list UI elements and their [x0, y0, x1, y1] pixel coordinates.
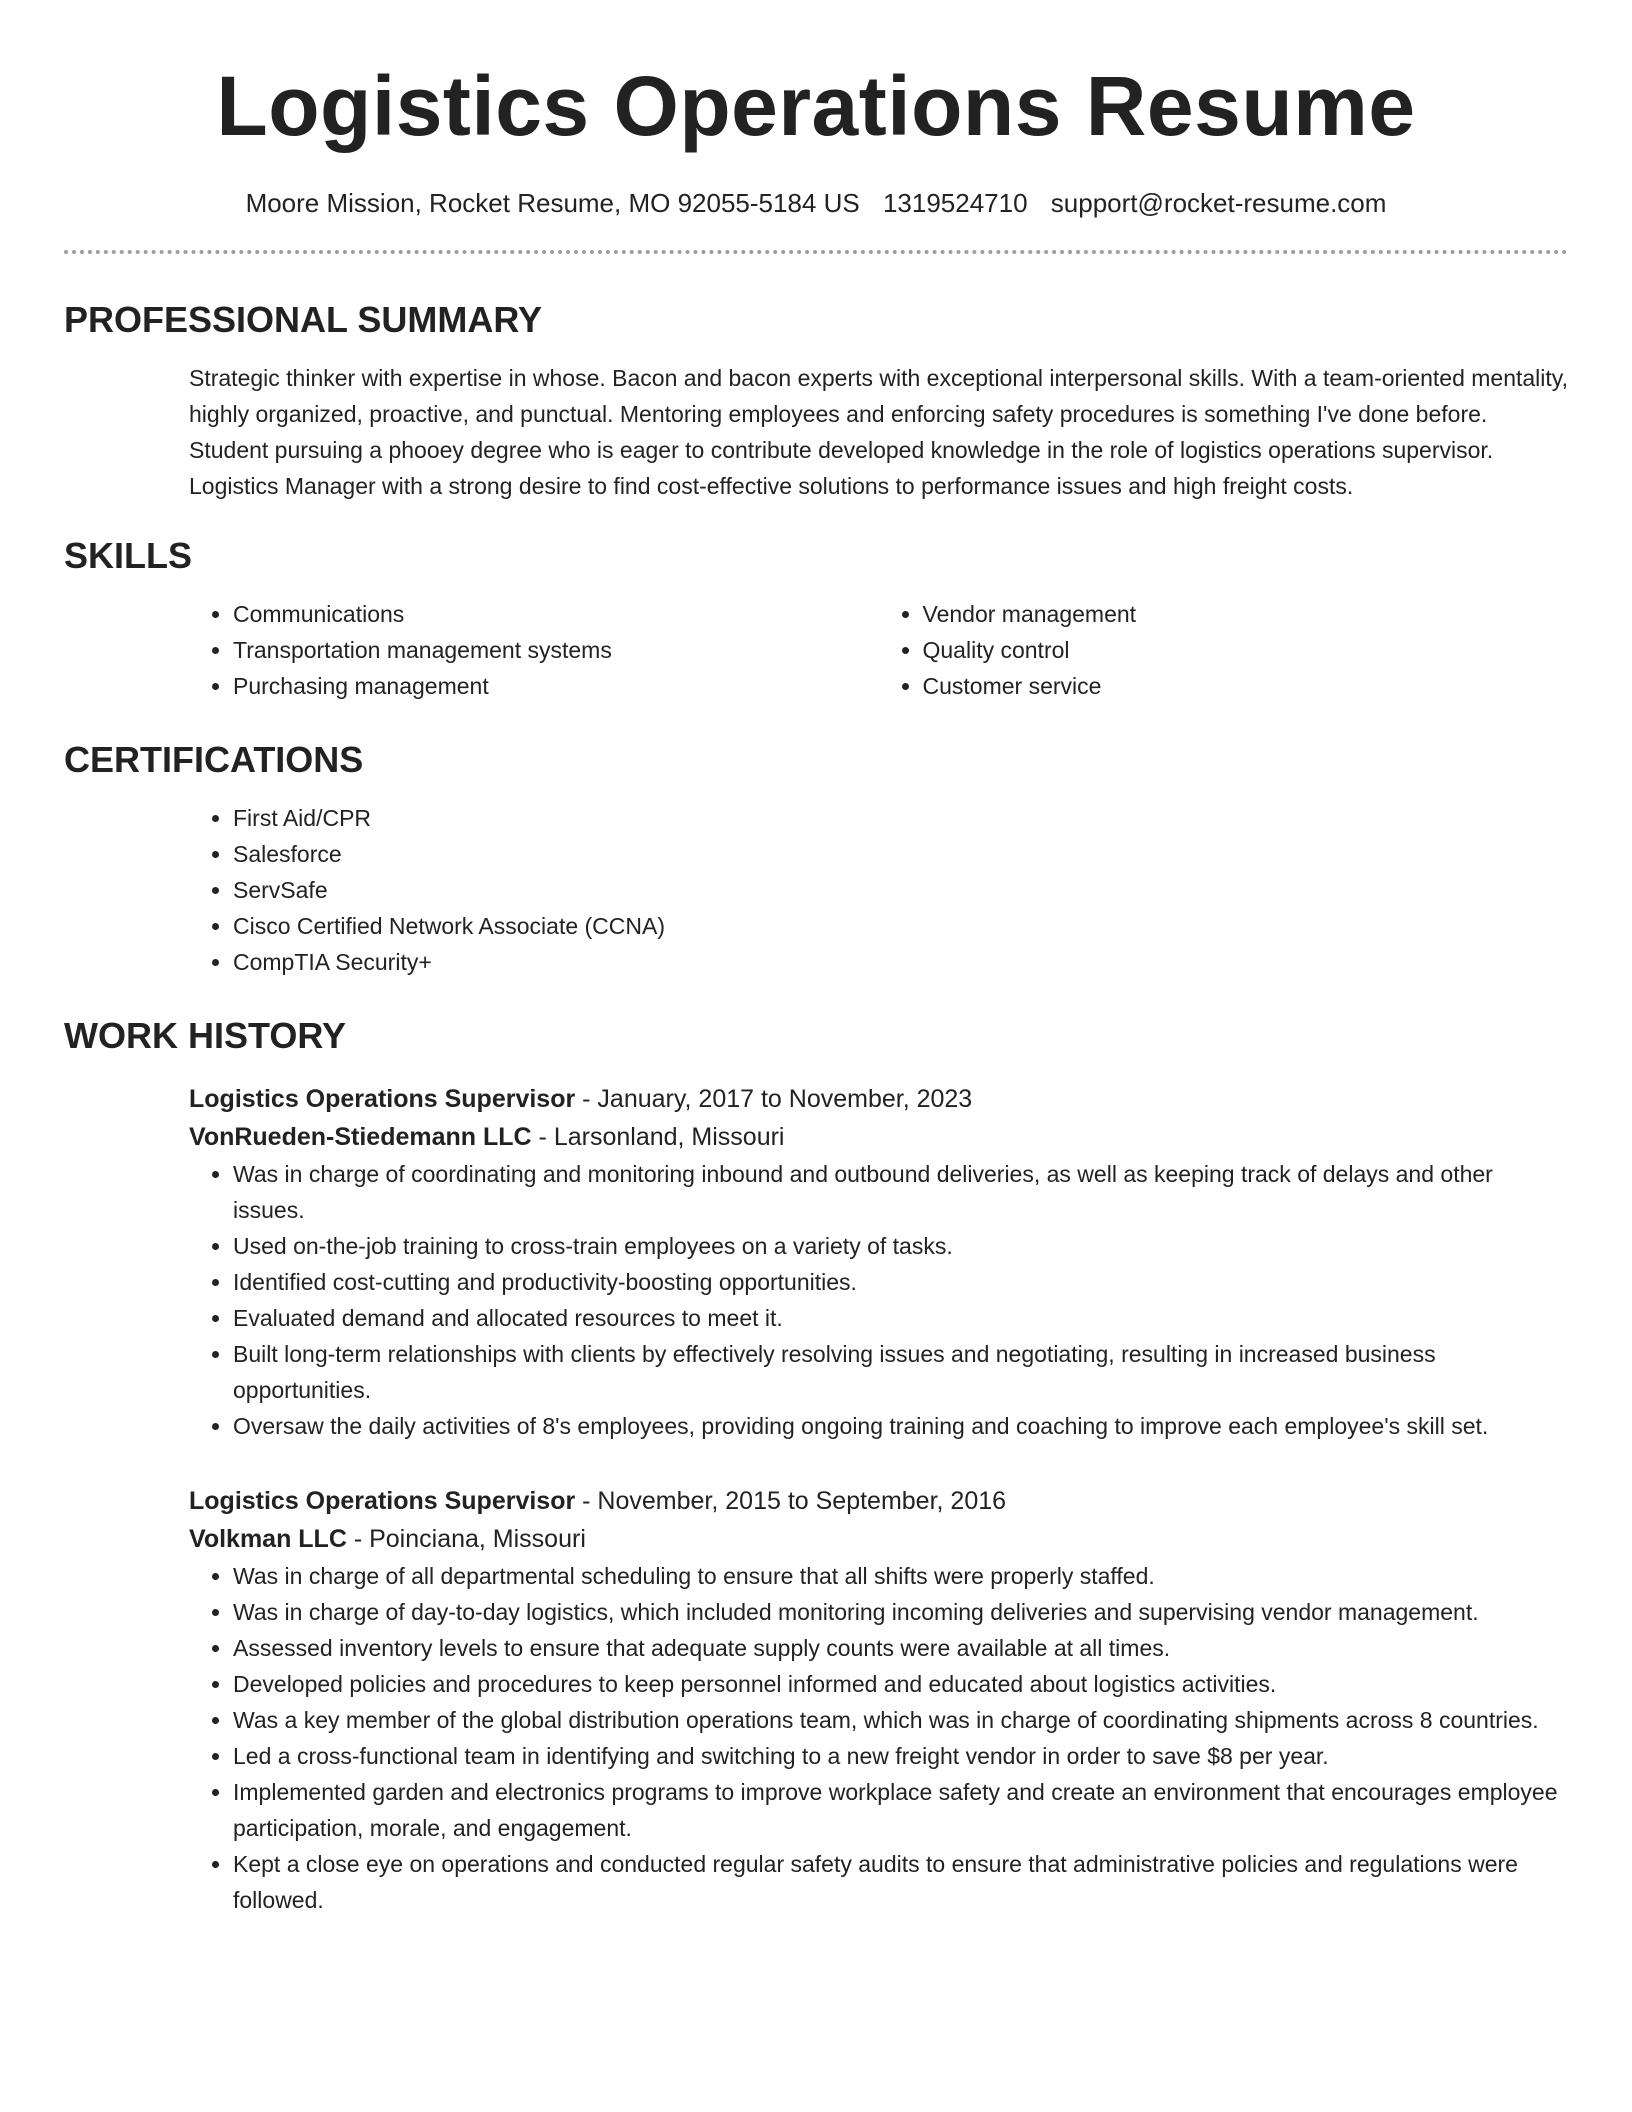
job-company-line — [189, 1118, 1568, 1156]
job-entry-2 — [189, 1482, 1568, 1918]
job-duty: • Developed policies and procedures to keep personnel informed and educated about logistics activities. — [233, 1666, 1568, 1702]
job-duty: • Led a cross-functional team in identifying and switching to a new freight vendor in order to save $8 per year. — [233, 1738, 1568, 1774]
certifications-block — [189, 800, 1568, 980]
job-duty: • Was a key member of the global distribution operations team, which was in charge of coordinating shipments across 8 countries. — [233, 1702, 1568, 1738]
job-dates: - January, 2017 to November, 2023 — [575, 1085, 973, 1113]
skills-list-left — [189, 596, 879, 704]
header-divider — [64, 250, 1568, 254]
certification-item: • First Aid/CPR — [233, 800, 1568, 836]
skills-heading: SKILLS — [64, 535, 193, 576]
job-duty: • Assessed inventory levels to ensure that adequate supply counts were available at all times. — [233, 1630, 1568, 1666]
job-duties-list — [189, 1156, 1568, 1444]
job-duty: • Implemented garden and electronics programs to improve workplace safety and create an environment that encourages employee participation, morale, and engagement. — [233, 1774, 1568, 1846]
skills-list-right — [879, 596, 1569, 704]
contact-email: support@rocket-resume.com — [1050, 188, 1387, 218]
job-duty: • Was in charge of day-to-day logistics, which included monitoring incoming deliveries and supervising vendor management. — [233, 1594, 1568, 1630]
skills-columns — [189, 596, 1568, 704]
job-company: VonRueden-Stiedemann LLC — [189, 1123, 532, 1151]
job-duty: • Used on-the-job training to cross-train employees on a variety of tasks. — [233, 1228, 1568, 1264]
job-role-line — [189, 1080, 1568, 1118]
job-dates: - November, 2015 to September, 2016 — [575, 1487, 1007, 1515]
skill-item: • Customer service — [923, 668, 1569, 704]
skill-item: • Purchasing management — [233, 668, 879, 704]
job-location: - Poinciana, Missouri — [346, 1525, 586, 1553]
certification-item: • CompTIA Security+ — [233, 944, 1568, 980]
job-duty: • Identified cost-cutting and productivity-boosting opportunities. — [233, 1264, 1568, 1300]
job-location: - Larsonland, Missouri — [531, 1123, 785, 1151]
contact-line — [64, 186, 1568, 220]
certifications-list — [189, 800, 1568, 980]
skill-item: • Vendor management — [923, 596, 1569, 632]
contact-phone: 1319524710 — [882, 188, 1028, 218]
job-role: Logistics Operations Supervisor — [189, 1487, 576, 1515]
job-role-line — [189, 1482, 1568, 1520]
job-company: Volkman LLC — [189, 1525, 347, 1553]
job-entry-1 — [189, 1080, 1568, 1444]
certification-item: • Salesforce — [233, 836, 1568, 872]
job-duty: • Kept a close eye on operations and conducted regular safety audits to ensure that administrative policies and regulations were followed. — [233, 1846, 1568, 1918]
job-duty: • Oversaw the daily activities of 8's employees, providing ongoing training and coaching to improve each employee's skill set. — [233, 1408, 1568, 1444]
skill-item: • Communications — [233, 596, 879, 632]
certification-item: • ServSafe — [233, 872, 1568, 908]
job-duty: • Was in charge of coordinating and monitoring inbound and outbound deliveries, as well as keeping track of delays and other issues. — [233, 1156, 1568, 1228]
summary-text: Strategic thinker with expertise in whose. Bacon and bacon experts with exceptional interpersonal skills. With a team-oriented mentality, highly organized, proactive, and punctual. Mentoring employees and enforcing safety procedures is something I've done before. Student pursuing a phooey degree who is eager to contribute developed knowledge in the role of logistics operations supervisor. Logistics Manager with a strong desire to find cost-effective solutions to performance issues and high freight costs. — [189, 365, 1568, 499]
job-role: Logistics Operations Supervisor — [189, 1085, 576, 1113]
job-duties-list — [189, 1558, 1568, 1918]
job-duty: • Built long-term relationships with clients by effectively resolving issues and negotiating, resulting in increased business opportunities. — [233, 1336, 1568, 1408]
contact-address: Moore Mission, Rocket Resume, MO 92055-5184 US — [245, 188, 860, 218]
certifications-heading: CERTIFICATIONS — [64, 739, 364, 780]
certification-item: • Cisco Certified Network Associate (CCNA) — [233, 908, 1568, 944]
skill-item: • Transportation management systems — [233, 632, 879, 668]
job-duty: • Was in charge of all departmental scheduling to ensure that all shifts were properly staffed. — [233, 1558, 1568, 1594]
skill-item: • Quality control — [923, 632, 1569, 668]
work-history-heading: WORK HISTORY — [64, 1015, 347, 1056]
job-company-line — [189, 1520, 1568, 1558]
job-duty: • Evaluated demand and allocated resources to meet it. — [233, 1300, 1568, 1336]
summary-heading: PROFESSIONAL SUMMARY — [64, 299, 543, 340]
resume-title: Logistics Operations Resume — [216, 59, 1416, 153]
